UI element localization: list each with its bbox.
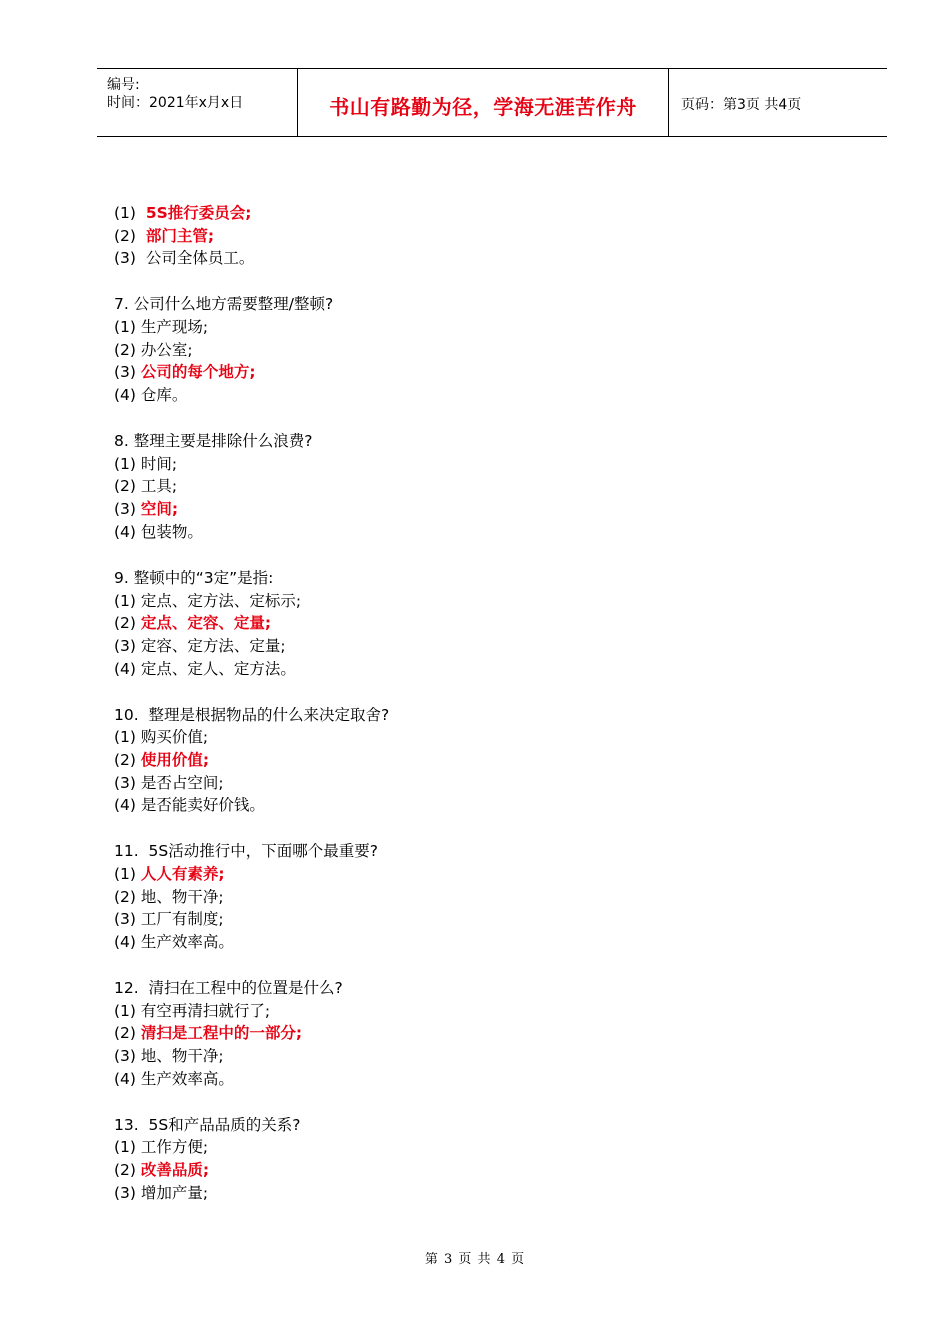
answer-option bbox=[114, 908, 874, 931]
answer-option bbox=[114, 316, 874, 339]
answer-option bbox=[114, 1136, 874, 1159]
option-number: (2) bbox=[114, 887, 141, 906]
answer-option bbox=[114, 931, 874, 954]
question-title: 7. 公司什么地方需要整理/整顿? bbox=[114, 295, 334, 314]
option-number: (1) bbox=[114, 454, 141, 473]
correct-answer-text: 定点、定容、定量; bbox=[140, 614, 272, 633]
option-number: (4) bbox=[114, 1069, 141, 1088]
option-number: (4) bbox=[114, 386, 141, 405]
answer-option bbox=[114, 361, 874, 384]
option-number: (2) bbox=[114, 226, 146, 245]
answer-option bbox=[114, 772, 874, 795]
option-number: (1) bbox=[114, 728, 141, 747]
answer-option bbox=[114, 658, 874, 681]
answer-option bbox=[114, 635, 874, 658]
option-text: 生产效率高。 bbox=[140, 1069, 234, 1088]
question-title: 9. 整顿中的“3定”是指: bbox=[114, 568, 274, 587]
correct-answer-text: 清扫是工程中的一部分; bbox=[140, 1024, 303, 1043]
spacer bbox=[114, 680, 874, 703]
answer-option bbox=[114, 726, 874, 749]
answer-option bbox=[114, 202, 874, 225]
question-list bbox=[114, 202, 874, 1205]
answer-option bbox=[114, 794, 874, 817]
option-text: 公司全体员工。 bbox=[145, 249, 255, 268]
question-title: 10. 整理是根据物品的什么来决定取舍? bbox=[114, 705, 390, 724]
answer-option bbox=[114, 225, 874, 248]
answer-option bbox=[114, 749, 874, 772]
question-title: 13. 5S和产品品质的关系? bbox=[114, 1115, 301, 1134]
answer-option bbox=[114, 475, 874, 498]
question-title: 11. 5S活动推行中，下面哪个最重要? bbox=[114, 842, 378, 861]
question-title: 8. 整理主要是排除什么浪费? bbox=[114, 432, 313, 451]
option-text: 有空再清扫就行了; bbox=[140, 1001, 271, 1020]
option-number: (4) bbox=[114, 659, 141, 678]
spacer bbox=[114, 270, 874, 293]
option-number: (3) bbox=[114, 500, 141, 519]
option-number: (4) bbox=[114, 522, 141, 541]
question-title: 12. 清扫在工程中的位置是什么? bbox=[114, 979, 343, 998]
spacer bbox=[114, 817, 874, 840]
option-text: 时间; bbox=[140, 454, 178, 473]
spacer bbox=[114, 1090, 874, 1113]
page-header bbox=[97, 68, 887, 137]
option-number: (3) bbox=[114, 249, 146, 268]
option-number: (2) bbox=[114, 477, 141, 496]
answer-option bbox=[114, 1045, 874, 1068]
option-number: (1) bbox=[114, 1138, 141, 1157]
header-page-count: 页码：第3页 共4页 bbox=[681, 97, 802, 113]
correct-answer-text: 空间; bbox=[140, 500, 179, 519]
option-number: (4) bbox=[114, 796, 141, 815]
option-text: 地、物干净; bbox=[140, 1047, 224, 1066]
option-text: 地、物干净; bbox=[140, 887, 224, 906]
answer-option bbox=[114, 1022, 874, 1045]
correct-answer-text: 改善品质; bbox=[140, 1161, 210, 1180]
answer-option bbox=[114, 521, 874, 544]
answer-option bbox=[114, 612, 874, 635]
header-motto-cell bbox=[298, 69, 669, 136]
option-text: 定容、定方法、定量; bbox=[140, 636, 286, 655]
option-number: (3) bbox=[114, 363, 141, 382]
spacer bbox=[114, 954, 874, 977]
correct-answer-text: 公司的每个地方; bbox=[140, 363, 256, 382]
answer-option bbox=[114, 1159, 874, 1182]
spacer bbox=[114, 544, 874, 567]
answer-option bbox=[114, 339, 874, 362]
option-number: (1) bbox=[114, 204, 146, 222]
option-text: 是否能卖好价钱。 bbox=[140, 796, 265, 815]
option-number: (2) bbox=[114, 340, 141, 359]
correct-answer-text: 人人有素养; bbox=[140, 864, 225, 883]
correct-answer-text: 使用价值; bbox=[140, 750, 210, 769]
option-number: (3) bbox=[114, 1183, 141, 1202]
doc-time-label: 时间：2021年x月x日 bbox=[107, 95, 244, 111]
correct-answer-text: 5S推行委员会; bbox=[145, 204, 252, 222]
option-number: (2) bbox=[114, 1024, 141, 1043]
option-number: (2) bbox=[114, 1161, 141, 1180]
option-text: 工作方便; bbox=[140, 1138, 209, 1157]
option-text: 增加产量; bbox=[140, 1183, 209, 1202]
answer-option bbox=[114, 1068, 874, 1091]
option-number: (2) bbox=[114, 614, 141, 633]
option-text: 定点、定方法、定标示; bbox=[140, 591, 302, 610]
page-footer: 第 3 页 共 4 页 bbox=[424, 1252, 526, 1267]
option-text: 包装物。 bbox=[140, 522, 203, 541]
option-text: 仓库。 bbox=[140, 386, 188, 405]
option-number: (1) bbox=[114, 591, 141, 610]
header-page-cell bbox=[669, 69, 887, 136]
correct-answer-text: 部门主管; bbox=[145, 226, 215, 245]
answer-option bbox=[114, 247, 874, 270]
answer-option bbox=[114, 498, 874, 521]
option-number: (1) bbox=[114, 318, 141, 337]
option-text: 生产效率高。 bbox=[140, 933, 234, 952]
option-number: (3) bbox=[114, 910, 141, 929]
header-motto: 书山有路勤为径，学海无涯苦作舟 bbox=[329, 95, 637, 119]
answer-option bbox=[114, 886, 874, 909]
option-text: 生产现场; bbox=[140, 318, 209, 337]
option-text: 办公室; bbox=[140, 340, 193, 359]
option-number: (1) bbox=[114, 864, 141, 883]
option-text: 购买价值; bbox=[140, 728, 209, 747]
option-text: 工具; bbox=[140, 477, 178, 496]
option-text: 是否占空间; bbox=[140, 773, 224, 792]
answer-option bbox=[114, 1000, 874, 1023]
option-number: (2) bbox=[114, 750, 141, 769]
option-number: (3) bbox=[114, 1047, 141, 1066]
option-number: (3) bbox=[114, 773, 141, 792]
spacer bbox=[114, 407, 874, 430]
option-number: (4) bbox=[114, 933, 141, 952]
option-text: 工厂有制度; bbox=[140, 910, 224, 929]
doc-number-label: 编号: bbox=[107, 77, 140, 93]
option-text: 定点、定人、定方法。 bbox=[140, 659, 296, 678]
answer-option bbox=[114, 453, 874, 476]
answer-option bbox=[114, 1182, 874, 1205]
header-info-cell bbox=[97, 69, 298, 136]
option-number: (1) bbox=[114, 1001, 141, 1020]
answer-option bbox=[114, 590, 874, 613]
answer-option bbox=[114, 863, 874, 886]
option-number: (3) bbox=[114, 636, 141, 655]
answer-option bbox=[114, 384, 874, 407]
